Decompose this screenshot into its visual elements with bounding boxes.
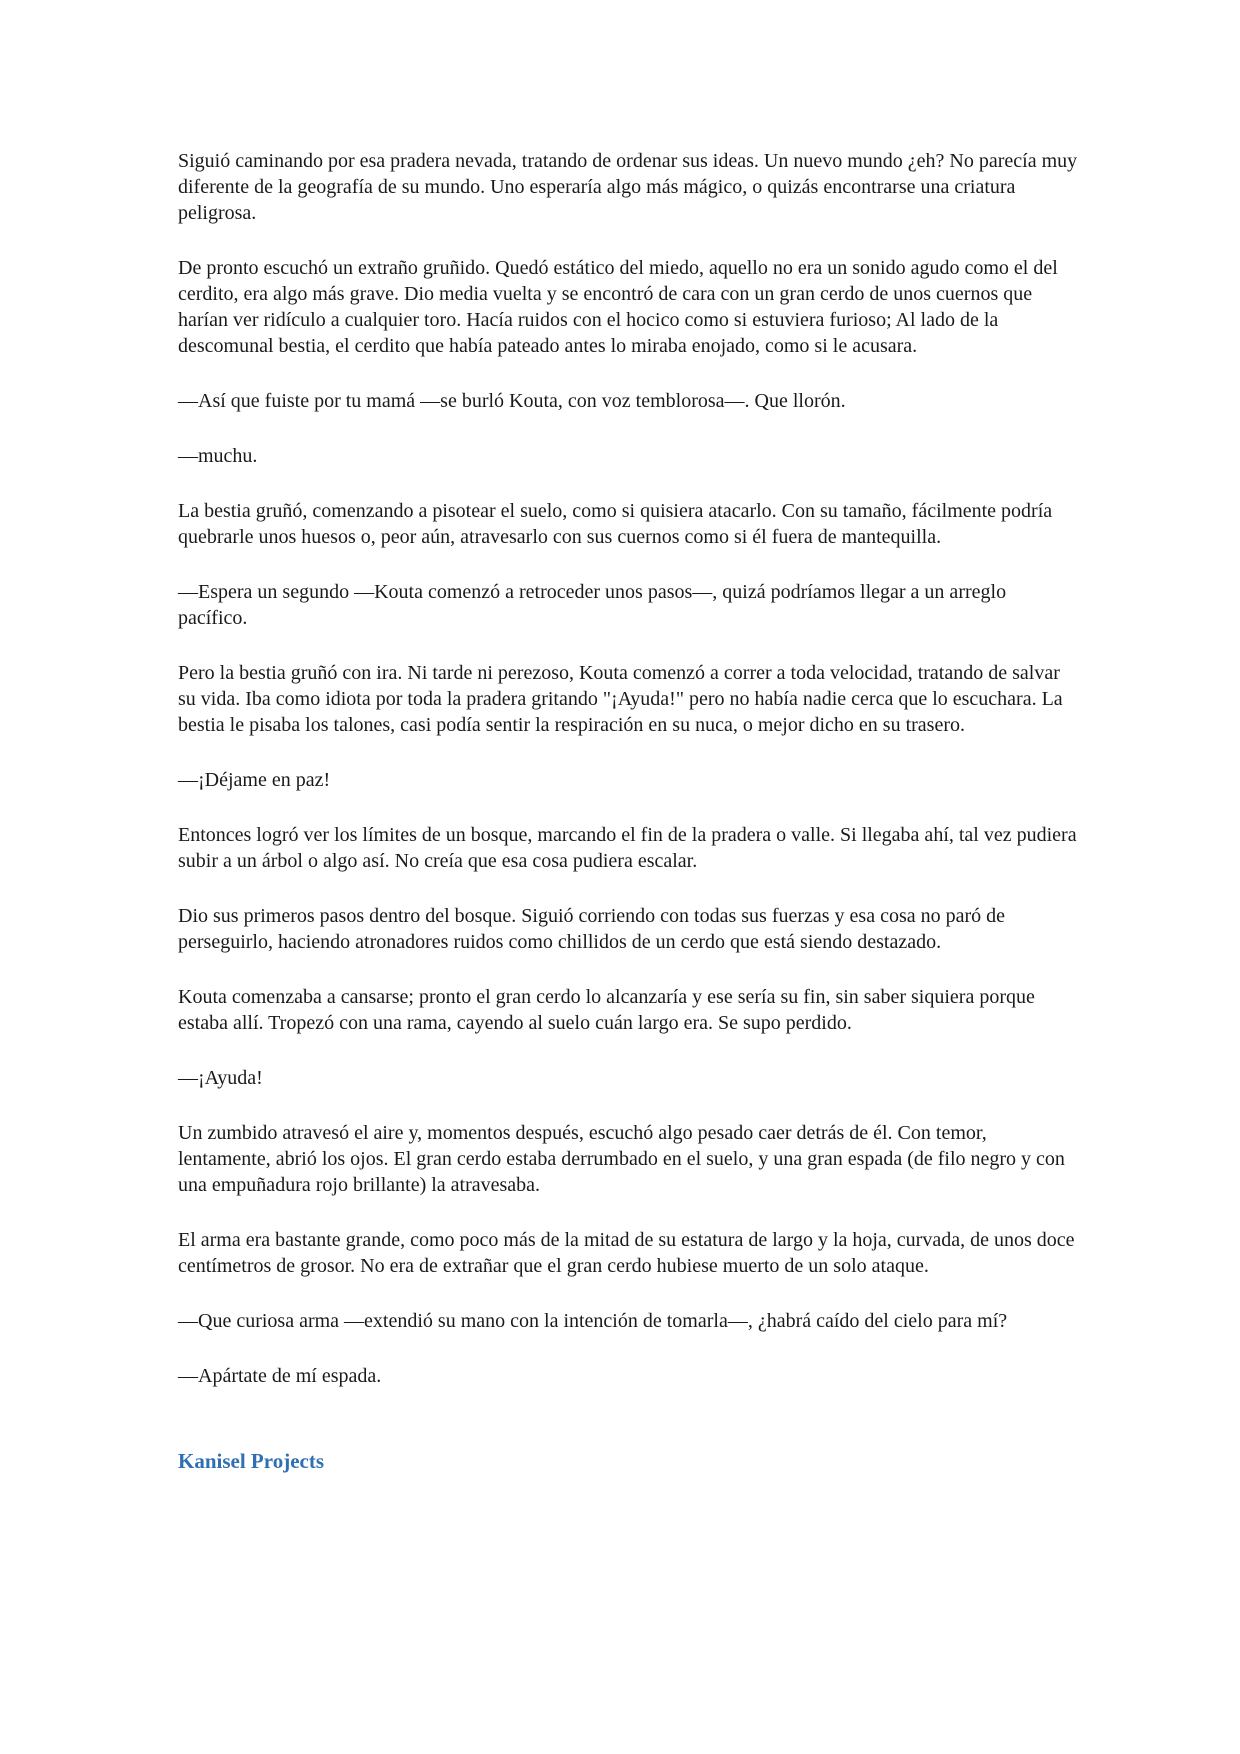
paragraph-2: De pronto escuchó un extraño gruñido. Quedó estático del miedo, aquello no era un sonido agudo como el del cerdito, era algo más grave. Dio media vuelta y se encontró de cara con un gran cerdo de unos cuernos que harían ver ridículo a cualquier toro. Hacía ruidos con el hocico como si estuviera furioso; Al lado de la descomunal bestia, el cerdito que había pateado antes lo miraba enojado, como si le acusara. — [178, 257, 1058, 357]
paragraph-14: El arma era bastante grande, como poco más de la mitad de su estatura de largo y la hoja, curvada, de unos doce centímetros de grosor. No era de extrañar que el gran cerdo hubiese muerto de un solo ataque. — [178, 1229, 1075, 1277]
paragraph-1: Siguió caminando por esa pradera nevada, tratando de ordenar sus ideas. Un nuevo mundo ¿eh? No parecía muy diferente de la geografía de su mundo. Uno esperaría algo más mágico, o quizás encontrarse una criatura peligrosa. — [178, 150, 1078, 224]
paragraph-12: —¡Ayuda! — [178, 1067, 263, 1089]
paragraph-10: Dio sus primeros pasos dentro del bosque. Siguió corriendo con todas sus fuerzas y esa cosa no paró de perseguirlo, haciendo atronadores ruidos como chillidos de un cerdo que está siendo destazado. — [178, 905, 1006, 953]
paragraph-16: —Apártate de mí espada. — [178, 1365, 382, 1387]
paragraph-8: —¡Déjame en paz! — [178, 769, 331, 791]
paragraph-11: Kouta comenzaba a cansarse; pronto el gran cerdo lo alcanzaría y ese sería su fin, sin saber siquiera porque estaba allí. Tropezó con una rama, cayendo al suelo cuán largo era. Se supo perdido. — [178, 986, 1035, 1034]
paragraph-7: Pero la bestia gruñó con ira. Ni tarde ni perezoso, Kouta comenzó a correr a toda velocidad, tratando de salvar su vida. Iba como idiota por toda la pradera gritando "¡Ayuda!" pero no había nadie cerca que lo escuchara. La bestia le pisaba los talones, casi podía sentir la respiración en su nuca, o mejor dicho en su trasero. — [178, 662, 1063, 736]
paragraph-9: Entonces logró ver los límites de un bosque, marcando el fin de la pradera o valle. Si llegaba ahí, tal vez pudiera subir a un árbol o algo así. No creía que esa cosa pudiera escalar. — [178, 824, 1077, 872]
paragraph-4: —muchu. — [178, 445, 258, 467]
footer-link-kanisel-projects[interactable]: Kanisel Projects — [178, 1449, 324, 1473]
paragraph-15: —Que curiosa arma —extendió su mano con la intención de tomarla—, ¿habrá caído del cielo para mí? — [178, 1310, 1008, 1332]
paragraph-3: —Así que fuiste por tu mamá —se burló Kouta, con voz temblorosa—. Que llorón. — [178, 390, 846, 412]
paragraph-5: La bestia gruñó, comenzando a pisotear el suelo, como si quisiera atacarlo. Con su tamaño, fácilmente podría quebrarle unos huesos o, peor aún, atravesarlo con sus cuernos como si él fuera de mantequilla. — [178, 500, 1053, 548]
document-body — [178, 148, 1078, 1475]
paragraph-13: Un zumbido atravesó el aire y, momentos después, escuchó algo pesado caer detrás de él. Con temor, lentamente, abrió los ojos. El gran cerdo estaba derrumbado en el suelo, y una gran espada (de filo negro y con una empuñadura rojo brillante) la atravesaba. — [178, 1122, 1065, 1196]
paragraph-6: —Espera un segundo —Kouta comenzó a retroceder unos pasos—, quizá podríamos llegar a un arreglo pacífico. — [178, 581, 1007, 629]
